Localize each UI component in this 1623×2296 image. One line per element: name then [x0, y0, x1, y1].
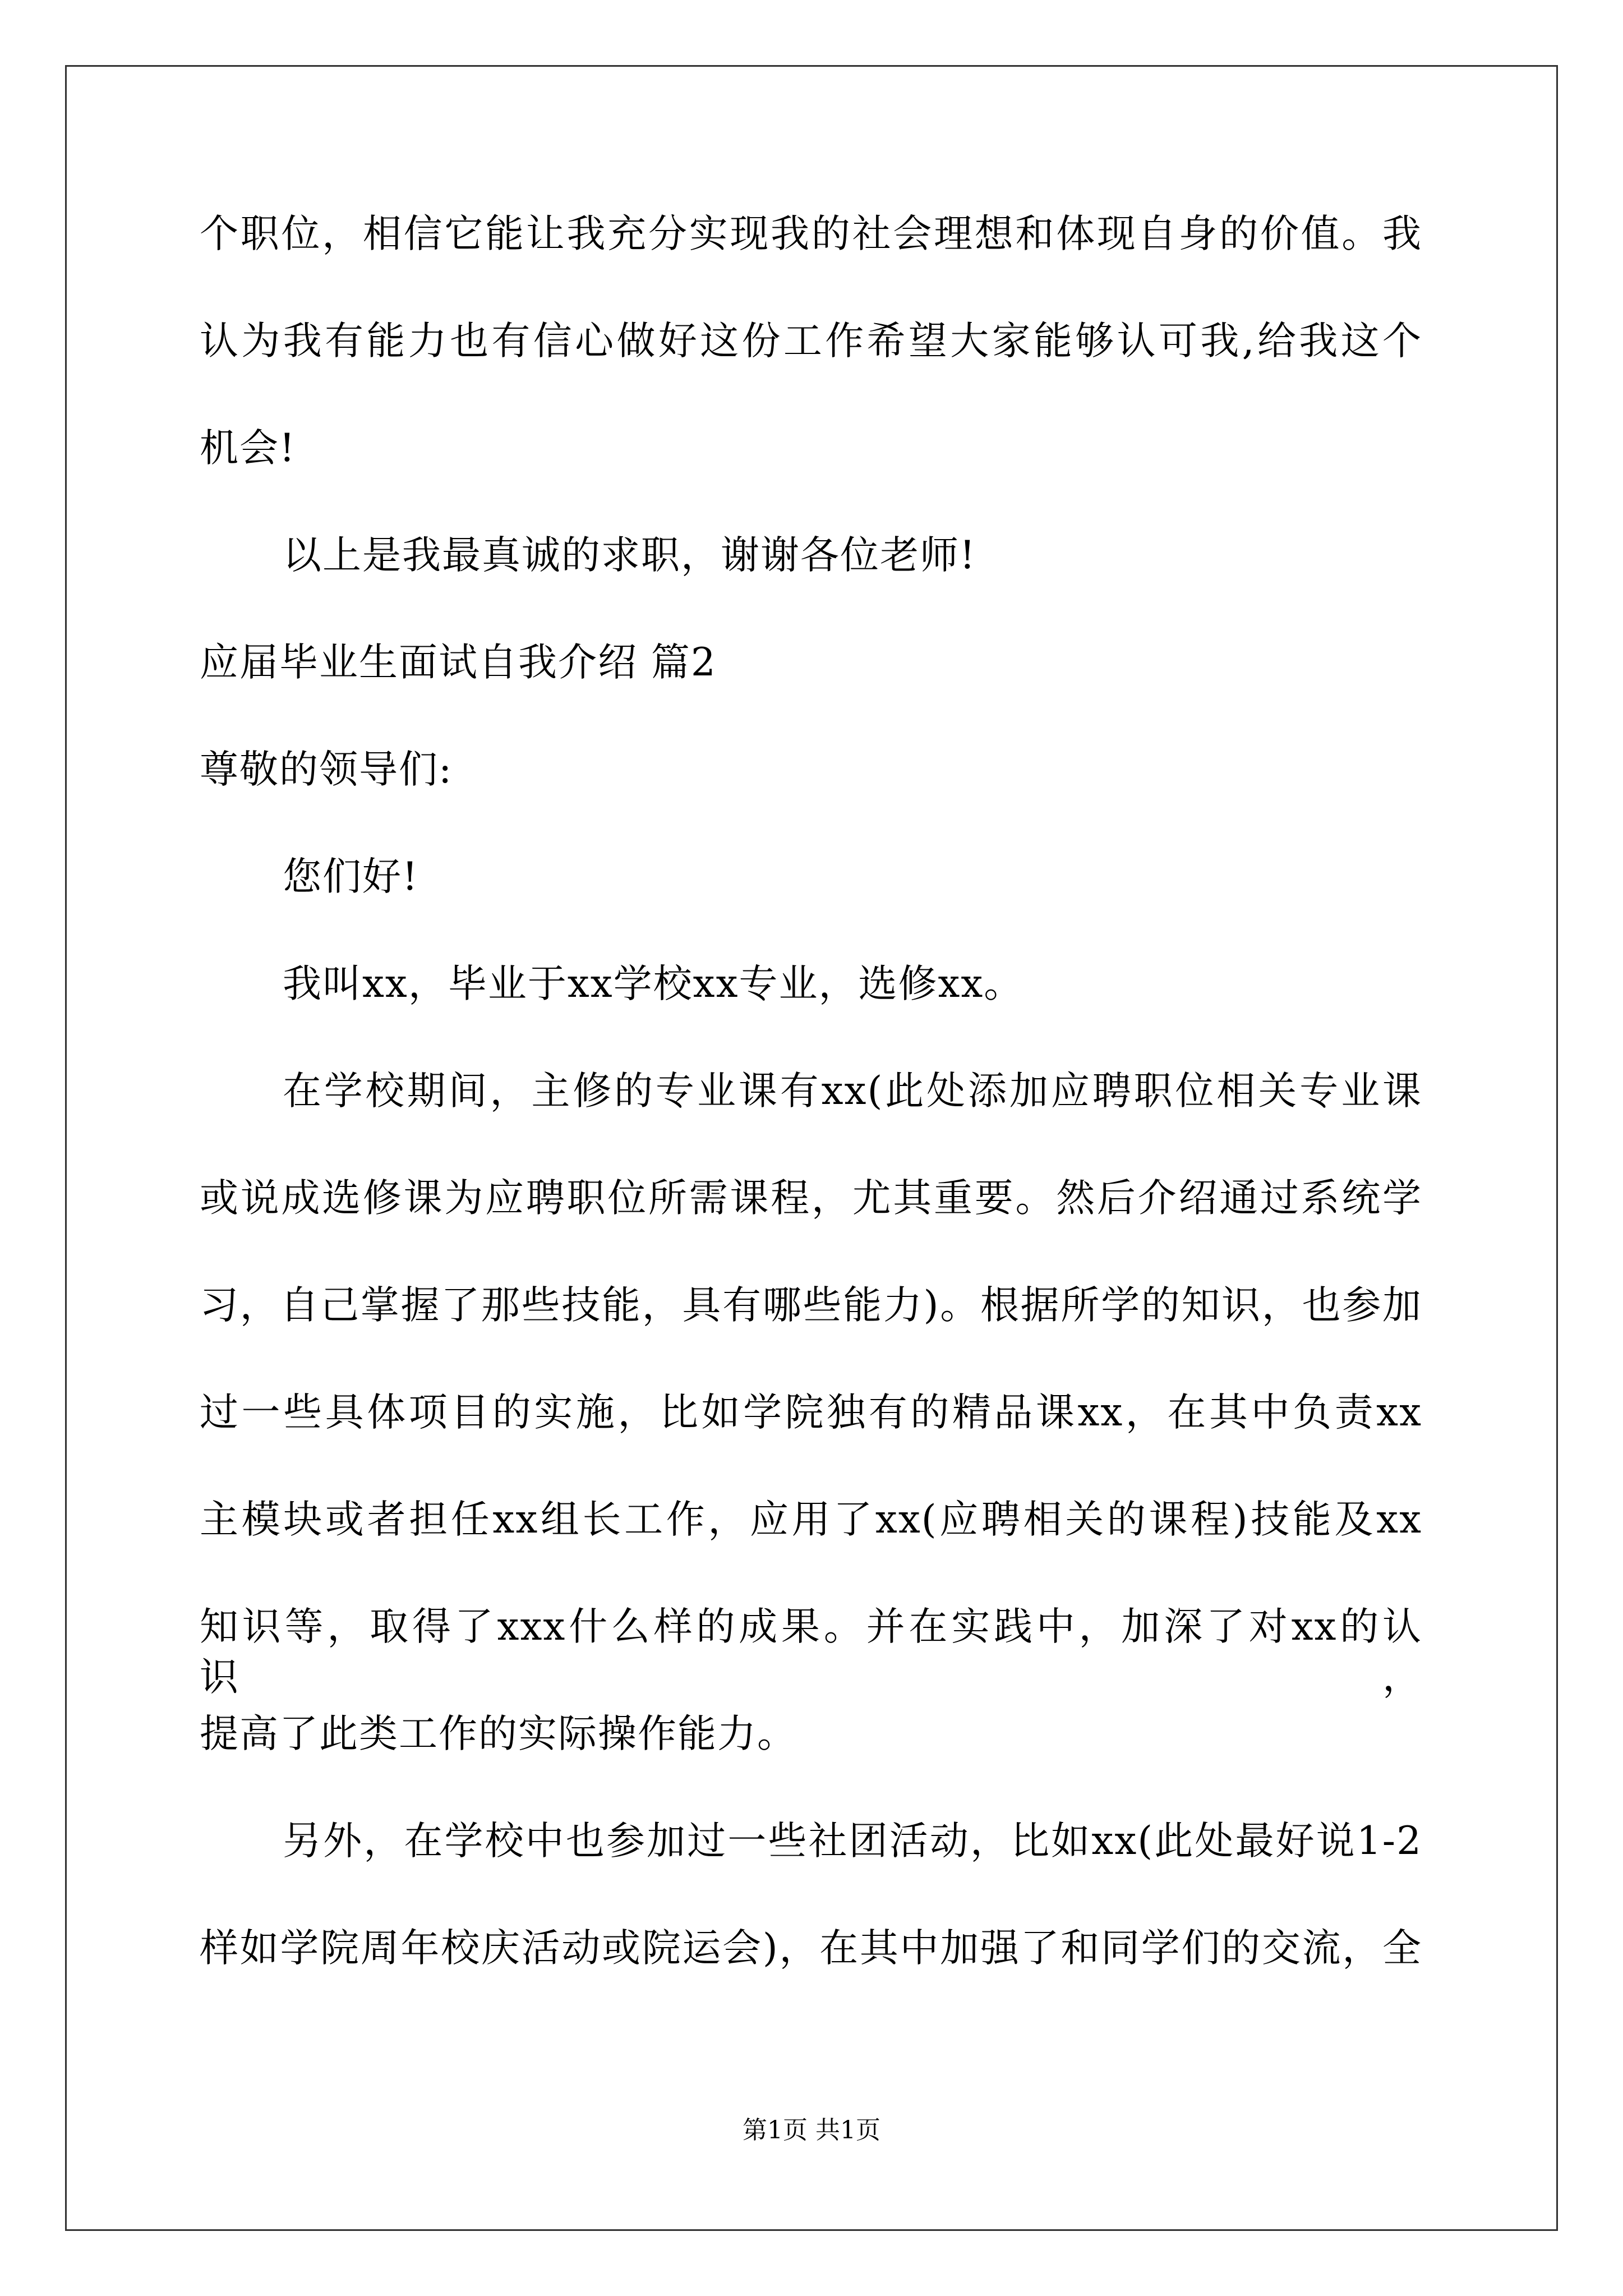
paragraph-line: 样如学院周年校庆活动或院运会)，在其中加强了和同学们的交流，全: [200, 1926, 1422, 1971]
paragraph-line: 另外，在学校中也参加过一些社团活动，比如xx(此处最好说1-2: [283, 1819, 1422, 1864]
paragraph-line: 我叫xx，毕业于xx学校xx专业，选修xx。: [283, 961, 1024, 1006]
paragraph-line: 机会!: [200, 426, 296, 471]
paragraph-line: 或说成选修课为应聘职位所需课程，尤其重要。然后介绍通过系统学: [200, 1176, 1422, 1221]
section-heading: 应届毕业生面试自我介绍 篇2: [200, 640, 717, 685]
greeting: 您们好!: [283, 854, 419, 899]
paragraph-line: 认为我有能力也有信心做好这份工作希望大家能够认可我,给我这个: [200, 319, 1422, 364]
page-border: [65, 65, 1558, 2231]
paragraph-line: 提高了此类工作的实际操作能力。: [200, 1711, 797, 1756]
paragraph-line: 过一些具体项目的实施，比如学院独有的精品课xx，在其中负责xx: [200, 1390, 1422, 1435]
page-number-footer: 第1页 共1页: [743, 2116, 880, 2145]
paragraph-line: 个职位，相信它能让我充分实现我的社会理想和体现自身的价值。我: [200, 211, 1422, 256]
paragraph-line: 主模块或者担任xx组长工作，应用了xx(应聘相关的课程)技能及xx: [200, 1497, 1422, 1542]
paragraph-line: 习，自己掌握了那些技能，具有哪些能力)。根据所学的知识，也参加: [200, 1283, 1422, 1328]
salutation: 尊敬的领导们:: [200, 747, 453, 792]
paragraph-line: 在学校期间，主修的专业课有xx(此处添加应聘职位相关专业课: [283, 1069, 1422, 1114]
paragraph-line: 以上是我最真诚的求职，谢谢各位老师!: [283, 533, 976, 578]
paragraph-line: 知识等，取得了xxx什么样的成果。并在实践中，加深了对xx的认识，: [200, 1604, 1422, 1700]
